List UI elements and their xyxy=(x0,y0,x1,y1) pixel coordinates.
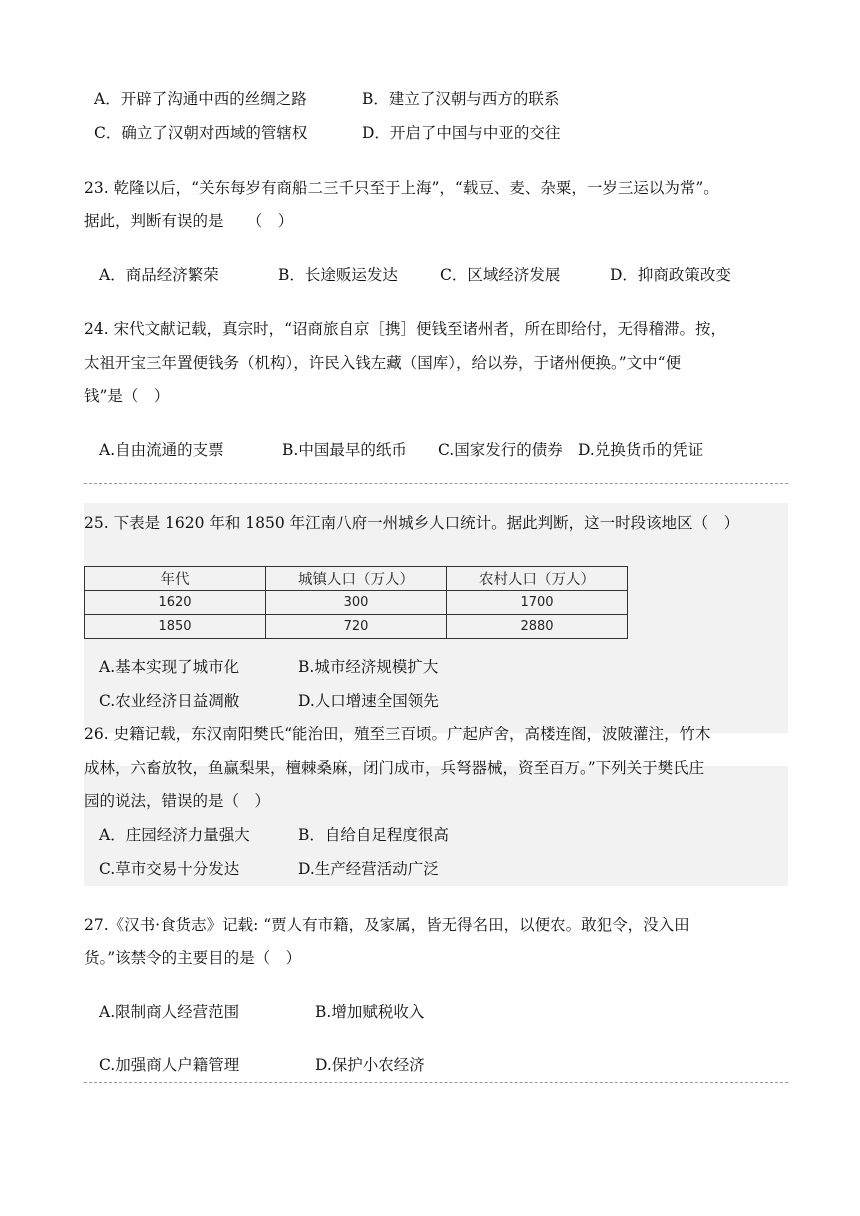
q25-option-b: B.城市经济规模扩大 xyxy=(298,658,439,676)
q24-stem-line-3: 钱”是（ ） xyxy=(84,387,170,405)
population-table xyxy=(84,566,628,639)
q22-option-c: C．确立了汉朝对西域的管辖权 xyxy=(94,124,308,142)
q24-option-a: A.自由流通的支票 xyxy=(99,441,224,459)
q24-option-c: C.国家发行的债券 xyxy=(438,441,563,459)
table-header-urban: 城镇人口（万人） xyxy=(266,567,447,591)
table-header-year: 年代 xyxy=(85,567,266,591)
q24-option-b: B.中国最早的纸币 xyxy=(282,441,407,459)
q23-stem-line-1: 23. 乾隆以后，“关东每岁有商船二三千只至于上海”，“载豆、麦、杂粟，一岁三运以为常”。 xyxy=(84,179,719,197)
q23-option-c: C．区域经济发展 xyxy=(440,266,561,284)
q26-option-d: D.生产经营活动广泛 xyxy=(298,860,439,878)
q25-option-a: A.基本实现了城市化 xyxy=(99,658,240,676)
table-row xyxy=(85,591,628,615)
q25-option-c: C.农业经济日益凋敝 xyxy=(99,692,240,710)
q23-option-a: A．商品经济繁荣 xyxy=(99,266,219,284)
q27-stem-line-1: 27.《汉书·食货志》记载: “贾人有市籍，及家属，皆无得名田，以便农。敢犯令，没入田 xyxy=(84,916,690,934)
q25-option-d: D.人口增速全国领先 xyxy=(298,692,439,710)
q23-stem-line-2: 据此，判断有误的是 （ ） xyxy=(84,212,294,230)
q27-option-a: A.限制商人经营范围 xyxy=(99,1003,240,1021)
q27-option-b: B.增加赋税收入 xyxy=(315,1003,425,1021)
q26-stem-line-3: 园的说法，错误的是（ ） xyxy=(84,792,271,810)
q26-option-a: A．庄园经济力量强大 xyxy=(99,826,250,844)
table-header-rural: 农村人口（万人） xyxy=(447,567,628,591)
q24-stem-line-1: 24. 宋代文献记载，真宗时，“诏商旅自京［携］便钱至诸州者，所在即给付，无得稽滞。按， xyxy=(84,320,727,338)
q26-option-b: B．自给自足程度很高 xyxy=(298,826,449,844)
q25-stem-line-1: 25. 下表是 1620 年和 1850 年江南八府一州城乡人口统计。据此判断，这一时段该地区（ ） xyxy=(84,514,740,532)
q22-option-d: D．开启了中国与中亚的交往 xyxy=(362,124,561,142)
table-cell: 2880 xyxy=(447,615,628,639)
table-cell: 1620 xyxy=(85,591,266,615)
table-row xyxy=(85,615,628,639)
q26-option-c: C.草市交易十分发达 xyxy=(99,860,240,878)
q22-option-a: A．开辟了沟通中西的丝绸之路 xyxy=(94,90,307,108)
divider xyxy=(84,483,788,484)
table-header-row xyxy=(85,567,628,591)
table-cell: 1700 xyxy=(447,591,628,615)
table-cell: 300 xyxy=(266,591,447,615)
q23-option-b: B．长途贩运发达 xyxy=(278,266,398,284)
q26-stem-line-2: 成林，六畜放牧，鱼赢梨果，檀棘桑麻，闭门成市，兵弩器械，资至百万。”下列关于樊氏庄 xyxy=(84,759,705,777)
q24-stem-line-2: 太祖开宝三年置便钱务（机构），许民入钱左藏（国库），给以券，于诸州便换。”文中“便 xyxy=(84,354,682,372)
q26-stem-line-1: 26. 史籍记载，东汉南阳樊氏“能治田，殖至三百顷。广起庐舍，高楼连阁，波陂灌注，竹木 xyxy=(84,725,711,743)
q22-option-b: B．建立了汉朝与西方的联系 xyxy=(362,90,560,108)
table-cell: 1850 xyxy=(85,615,266,639)
q23-option-d: D．抑商政策改变 xyxy=(610,266,731,284)
q27-option-c: C.加强商人户籍管理 xyxy=(99,1056,240,1074)
divider xyxy=(84,1082,788,1083)
table-cell: 720 xyxy=(266,615,447,639)
q27-option-d: D.保护小农经济 xyxy=(315,1056,425,1074)
q27-stem-line-2: 货。”该禁令的主要目的是（ ） xyxy=(84,949,302,967)
q24-option-d: D.兑换货币的凭证 xyxy=(578,441,704,459)
